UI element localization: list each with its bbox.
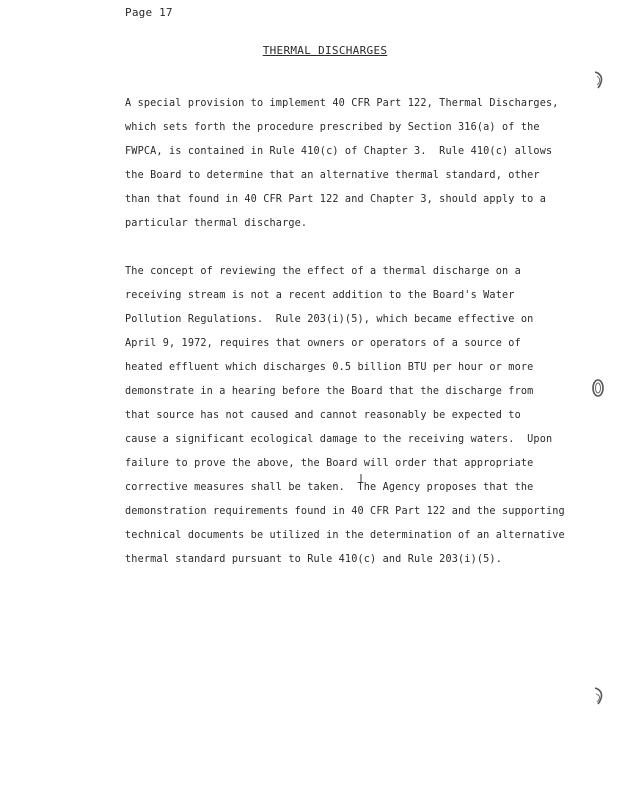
paragraph-line: FWPCA, is contained in Rule 410(c) of Chapter 3. Rule 410(c) allows xyxy=(125,146,553,157)
paragraph-line: receiving stream is not a recent addition to the Board's Water xyxy=(125,290,515,301)
paragraph-line: which sets forth the procedure prescribed by Section 316(a) of the xyxy=(125,122,540,133)
paragraph-line: than that found in 40 CFR Part 122 and Chapter 3, should apply to a xyxy=(125,194,546,205)
paragraph-line: corrective measures shall be taken. The Agency proposes that the xyxy=(125,482,534,493)
punch-hole-mark-icon xyxy=(590,378,604,398)
punch-hole-mark-icon xyxy=(592,686,606,706)
paragraph-line: heated effluent which discharges 0.5 billion BTU per hour or more xyxy=(125,362,534,373)
page-number: Page 17 xyxy=(125,6,173,19)
paragraph-2 xyxy=(125,260,565,572)
scan-speck xyxy=(360,474,362,482)
paragraph-line: demonstrate in a hearing before the Board that the discharge from xyxy=(125,386,534,397)
punch-hole-mark-icon xyxy=(592,70,606,90)
paragraph-line: that source has not caused and cannot reasonably be expected to xyxy=(125,410,521,421)
paragraph-line: the Board to determine that an alternative thermal standard, other xyxy=(125,170,540,181)
paragraph-line: failure to prove the above, the Board will order that appropriate xyxy=(125,458,534,469)
section-title: THERMAL DISCHARGES xyxy=(262,44,388,57)
paragraph-line: cause a significant ecological damage to the receiving waters. Upon xyxy=(125,434,553,445)
paragraph-line: Pollution Regulations. Rule 203(i)(5), which became effective on xyxy=(125,314,534,325)
paragraph-line: particular thermal discharge. xyxy=(125,218,308,229)
paragraph-line: The concept of reviewing the effect of a thermal discharge on a xyxy=(125,266,521,277)
paragraph-line: demonstration requirements found in 40 CFR Part 122 and the supporting xyxy=(125,506,565,517)
paragraph-1 xyxy=(125,92,559,236)
paragraph-line: April 9, 1972, requires that owners or operators of a source of xyxy=(125,338,521,349)
paragraph-line: A special provision to implement 40 CFR Part 122, Thermal Discharges, xyxy=(125,98,559,109)
paragraph-line: thermal standard pursuant to Rule 410(c) and Rule 203(i)(5). xyxy=(125,554,503,565)
paragraph-line: technical documents be utilized in the determination of an alternative xyxy=(125,530,565,541)
